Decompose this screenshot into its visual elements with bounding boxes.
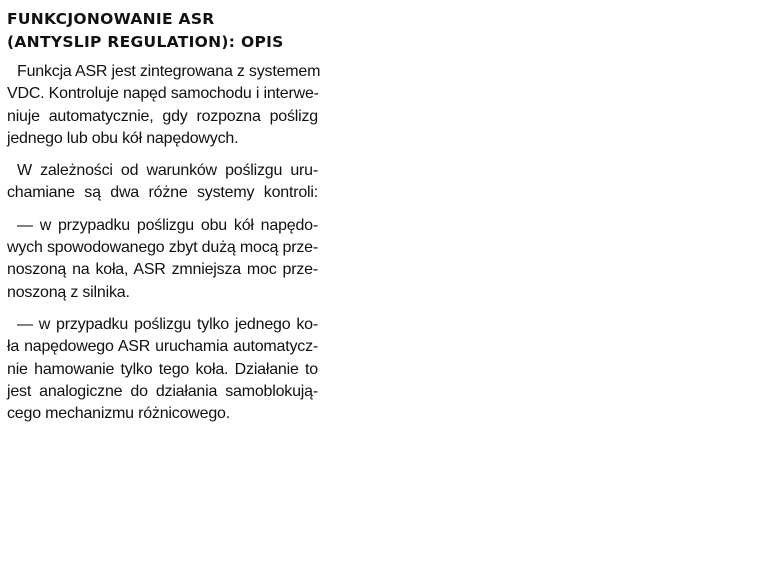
text-line: ła napędowego ASR uruchamia automatycz- — [7, 338, 318, 356]
heading-line-1: FUNKCJONOWANIE ASR — [7, 10, 215, 28]
text-column — [7, 8, 321, 435]
paragraph-intro — [7, 61, 321, 150]
paragraph-single-wheel — [7, 314, 318, 425]
section-heading — [7, 8, 318, 54]
text-line: VDC. Kontroluje napęd samochodu i interwe- — [7, 85, 319, 103]
text-line: noszoną z silnika. — [7, 283, 130, 301]
text-line: wych spowodowanego zbyt dużą mocą prze- — [7, 239, 318, 257]
paragraph-both-wheels — [7, 215, 318, 304]
text-line: chamiane są dwa różne systemy kontroli: — [7, 184, 318, 202]
heading-line-2: (ANTYSLIP REGULATION): OPIS — [7, 33, 284, 51]
text-line: — w przypadku poślizgu tylko jednego ko- — [17, 315, 318, 333]
text-line: jest analogiczne do działania samoblokują- — [7, 382, 318, 400]
text-line: nie hamowanie tylko tego koła. Działanie to — [7, 360, 318, 378]
paragraph-conditions — [7, 160, 318, 205]
text-line: noszoną na koła, ASR zmniejsza moc prze- — [7, 261, 318, 279]
text-line: W zależności od warunków poślizgu uru- — [17, 162, 318, 180]
text-line: cego mechanizmu różnicowego. — [7, 405, 230, 423]
text-line: — w przypadku poślizgu obu kół napędo- — [17, 216, 318, 234]
text-line: jednego lub obu kół napędowych. — [7, 129, 239, 147]
text-line: Funkcja ASR jest zintegrowana z systemem — [17, 63, 321, 80]
text-line: niuje automatycznie, gdy rozpozna poślizg — [7, 107, 318, 125]
